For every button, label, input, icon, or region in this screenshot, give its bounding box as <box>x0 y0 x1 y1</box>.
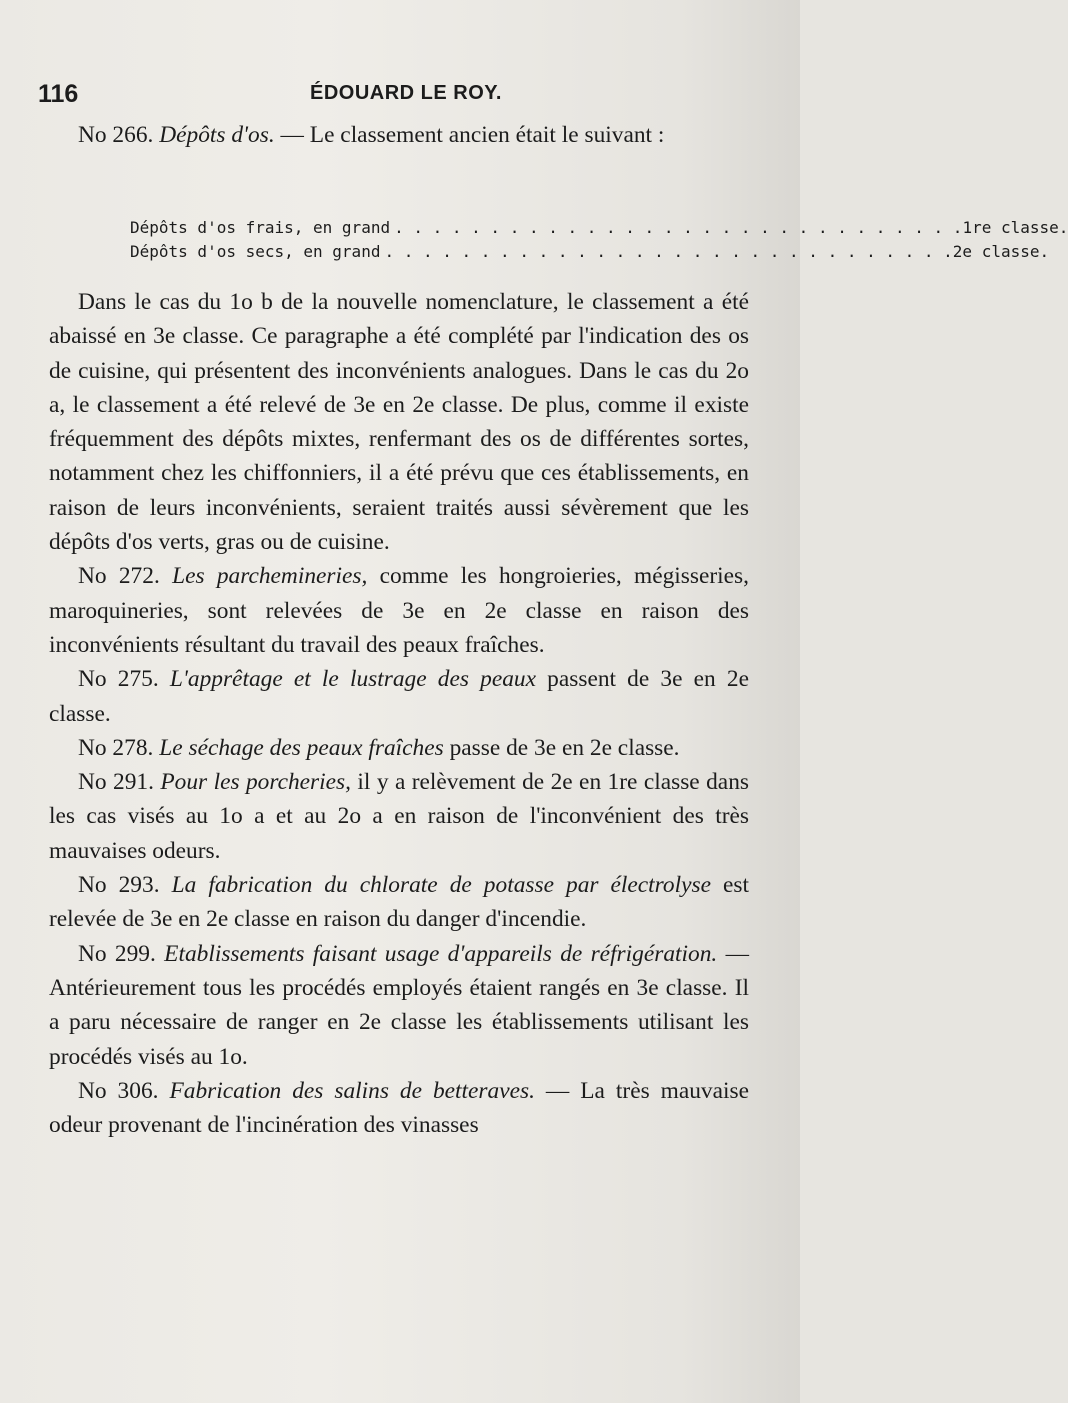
entry-number: No 291. <box>78 769 154 796</box>
intro-paragraph <box>49 118 749 152</box>
entry-text: il y a relèvement de 2e en 1re classe dans les cas visés au 1o a et au 2o a en raison de l'inconvénient des très mauvaises odeurs. <box>49 769 749 864</box>
classification-list <box>130 216 1068 264</box>
running-head: ÉDOUARD LE ROY. <box>310 82 502 104</box>
entry-title: Les parchemineries, <box>172 563 368 590</box>
body-text <box>49 285 749 1142</box>
list-item <box>130 240 1050 264</box>
paragraph: Dans le cas du 1o b de la nouvelle nomenclature, le classement a été abaissé en 3e classe. Ce paragraphe a été complété par l'indication des os de cuisine, qui présentent des inconvénients analogues. Dans le cas du 2o a, le classement a été relevé de 3e en 2e classe. De plus, comme il existe fréquemment des dépôts mixtes, renfermant des os de différentes sortes, notamment chez les chiffonniers, il a été prévu que ces établissements, en raison de leurs inconvénients, seraient traités aussi sévèrement que les dépôts d'os verts, gras ou de cuisine. <box>49 289 749 556</box>
paragraph <box>49 1074 749 1143</box>
leader-dots: . . . . . . . . . . . . . . . . . . . . . . . . . . . . . . <box>394 218 963 237</box>
entry-text: passe de 3e en 2e classe. <box>443 734 680 761</box>
entry-title: Pour les porcheries, <box>160 769 351 796</box>
paragraph <box>49 559 749 662</box>
entry-number: No 299. <box>78 940 156 967</box>
entry-number: No 293. <box>78 872 160 899</box>
page-header <box>38 80 760 116</box>
entry-text: comme les hongroieries, mégisseries, maroquineries, sont relevées de 3e en 2e classe en raison des inconvénients résultant du travail des peaux fraîches. <box>49 563 750 658</box>
entry-text: est relevée de 3e en 2e classe en raison du danger d'incendie. <box>49 872 749 933</box>
list-item-label: Dépôts d'os frais, en grand <box>130 218 391 237</box>
entry-text: — La très mauvaise odeur provenant de l'incinération des vinasses <box>49 1077 749 1139</box>
list-item <box>130 216 1068 240</box>
entry-number: No 272. <box>78 563 160 590</box>
entry-text: passent de 3e en 2e classe. <box>49 666 749 727</box>
list-item-class: 2e classe. <box>952 242 1050 261</box>
intro-block <box>49 118 749 152</box>
paragraph <box>49 662 749 731</box>
entry-text: — Antérieurement tous les procédés employés étaient rangés en 3e classe. Il a paru nécessaire de ranger en 2e classe les établissements utilisant les procédés visés au 1o. <box>49 940 749 1070</box>
page-number: 116 <box>38 80 79 108</box>
paragraph <box>49 765 749 868</box>
entry-text: — Le classement ancien était le suivant : <box>274 122 665 148</box>
entry-title: La fabrication du chlorate de potasse par électrolyse <box>171 872 711 899</box>
entry-number: No 278. <box>78 734 154 761</box>
entry-number: No 306. <box>78 1077 159 1104</box>
entry-title: Etablissements faisant usage d'appareils de réfrigération. <box>164 940 718 967</box>
entry-number: No 266. <box>78 122 154 148</box>
paragraph <box>49 868 749 937</box>
entry-number: No 275. <box>78 666 159 693</box>
paragraph <box>49 937 749 1074</box>
list-item-class: 1re classe. <box>962 218 1068 237</box>
entry-title: Dépôts d'os. <box>159 122 275 148</box>
list-item-label: Dépôts d'os secs, en grand <box>130 242 381 261</box>
entry-title: Le séchage des peaux fraîches <box>159 734 444 761</box>
leader-dots: . . . . . . . . . . . . . . . . . . . . . . . . . . . . . . <box>384 242 953 261</box>
paragraph <box>49 731 749 765</box>
entry-title: Fabrication des salins de betteraves. <box>169 1077 535 1104</box>
entry-title: L'apprêtage et le lustrage des peaux <box>169 666 536 693</box>
